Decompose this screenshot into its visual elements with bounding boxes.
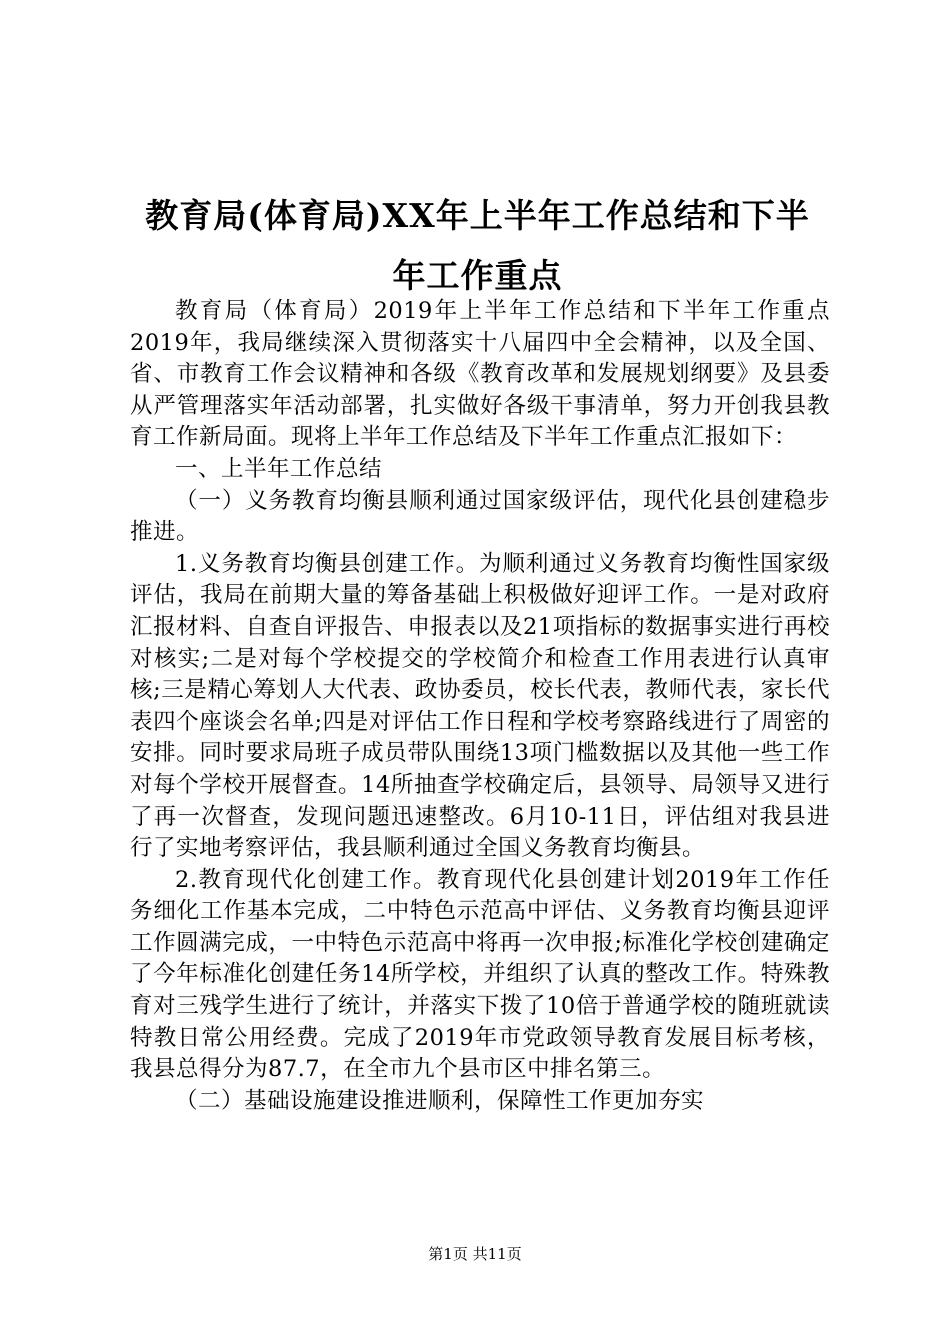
page-footer: 第1页 共11页 (428, 1245, 522, 1263)
subsection-heading-1: （一）义务教育均衡县顺利通过国家级评估，现代化县创建稳步推进。 (130, 487, 830, 546)
intro-paragraph: 教育局（体育局）2019年上半年工作总结和下半年工作重点2019年，我局继续深入贯彻落实十八届四中全会精神，以及全国、省、市教育工作会议精神和各级《教育改革和发展规划纲要》及县委从严管理落实年活动部署，扎实做好各级干事清单，努力开创我县教育工作新局面。现将上半年工作总结及下半年工作重点汇报如下： (130, 298, 830, 451)
document-title (120, 186, 835, 306)
title-line-1: 教育局(体育局)XX年上半年工作总结和下半 (145, 196, 810, 235)
title-line-2: 年工作重点 (392, 256, 563, 295)
document-body (130, 296, 830, 1117)
item-paragraph-2: 2.教育现代化创建工作。教育现代化县创建计划2019年工作任务细化工作基本完成，二中特色示范高中评估、义务教育均衡县迎评工作圆满完成，一中特色示范高中将再一次申报;标准化学校创建确定了今年标准化创建任务14所学校，并组织了认真的整改工作。特殊教育对三残学生进行了统计，并落实下拨了10倍于普通学校的随班就读特教日常公用经费。完成了2019年市党政领导教育发展目标考核，我县总得分为87.7，在全市九个县市区中排名第三。 (130, 866, 830, 1083)
item-paragraph-1: 1.义务教育均衡县创建工作。为顺利通过义务教育均衡性国家级评估，我局在前期大量的筹备基础上积极做好迎评工作。一是对政府汇报材料、自查自评报告、申报表以及21项指标的数据事实进行再校对核实;二是对每个学校提交的学校简介和检查工作用表进行认真审核;三是精心筹划人大代表、政协委员，校长代表，教师代表，家长代表四个座谈会名单;四是对评估工作日程和学校考察路线进行了周密的安排。同时要求局班子成员带队围绕13项门槛数据以及其他一些工作对每个学校开展督查。14所抽查学校确定后，县领导、局领导又进行了再一次督查，发现问题迅速整改。6月10-11日，评估组对我县进行了实地考察评估，我县顺利通过全国义务教育均衡县。 (130, 550, 830, 862)
subsection-heading-2: （二）基础设施建设推进顺利，保障性工作更加夯实 (175, 1087, 705, 1114)
section-heading-1: 一、上半年工作总结 (175, 455, 383, 482)
